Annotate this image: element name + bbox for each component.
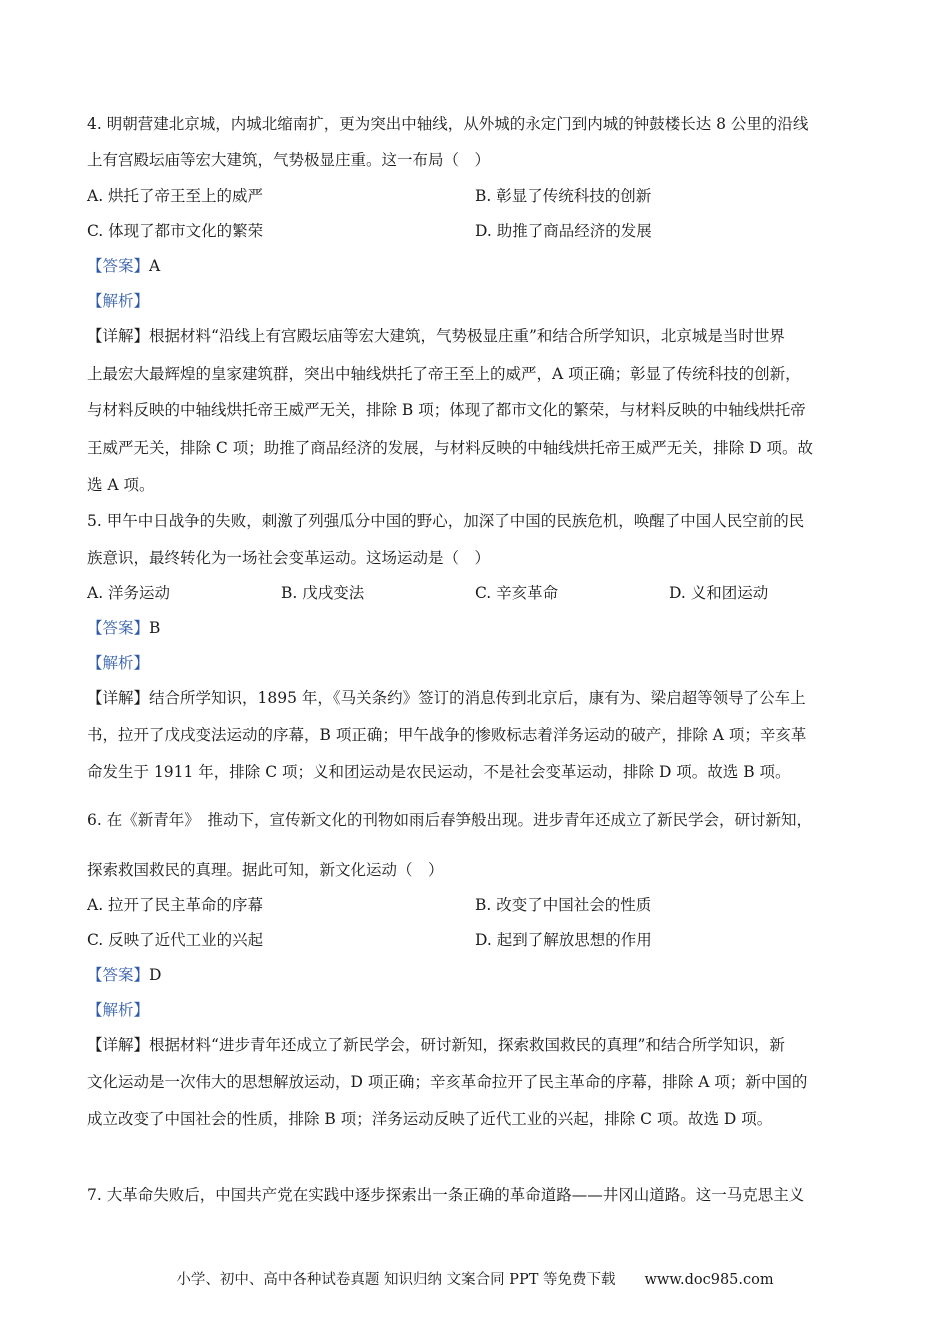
q6-option-c: C. 反映了近代工业的兴起 [87, 931, 264, 949]
q5-option-b: B. 戊戌变法 [281, 584, 365, 602]
q6-detail-line3: 成立改变了中国社会的性质，排除 B 项；洋务运动反映了近代工业的兴起，排除 C 项。故选 D 项。 [87, 1110, 773, 1128]
q4-detail-line5: 选 A 项。 [87, 476, 155, 494]
q5-answer-tag: 【答案】 [87, 619, 150, 637]
q6-detail-text1: 根据材料“进步青年还成立了新民学会，研讨新知，探索救国救民的真理”和结合所学知识，新 [149, 1036, 785, 1054]
q5-answer-value: B [149, 619, 161, 637]
q5-option-c: C. 辛亥革命 [475, 584, 559, 602]
q4-option-d: D. 助推了商品经济的发展 [475, 222, 652, 240]
q6-stem-line2: 探索救国救民的真理。据此可知，新文化运动（ ） [87, 861, 444, 879]
q5-answer [87, 618, 867, 638]
q4-detail-line4: 王威严无关，排除 C 项；助推了商品经济的发展，与材料反映的中轴线烘托帝王威严无关，排除 D 项。故 [87, 439, 813, 457]
q5-stem-line1: 5. 甲午中日战争的失败，刺激了列强瓜分中国的野心，加深了中国的民族危机，唤醒了中国人民空前的民 [87, 512, 805, 530]
q4-detail-line1 [87, 326, 867, 346]
q5-analysis-tag: 【解析】 [87, 654, 150, 672]
q5-stem-line2: 族意识，最终转化为一场社会变革运动。这场运动是（ ） [87, 549, 491, 567]
q6-option-b: B. 改变了中国社会的性质 [475, 896, 652, 914]
q5-detail-text1: 结合所学知识，1895 年，《马关条约》签订的消息传到北京后，康有为、梁启超等领导了公车上 [149, 689, 806, 707]
q6-detail-tag: 【详解】 [87, 1036, 150, 1054]
q6-detail-line1 [87, 1035, 867, 1055]
q4-stem-line1: 4. 明朝营建北京城，内城北缩南扩，更为突出中轴线，从外城的永定门到内城的钟鼓楼长达 8 公里的沿线 [87, 115, 809, 133]
q4-detail-tag: 【详解】 [87, 327, 150, 345]
q5-detail-tag: 【详解】 [87, 689, 150, 707]
q5-option-d: D. 义和团运动 [669, 584, 769, 602]
q4-answer [87, 256, 867, 276]
q4-option-a: A. 烘托了帝王至上的威严 [87, 187, 264, 205]
q6-option-a: A. 拉开了民主革命的序幕 [87, 896, 264, 914]
q6-answer-value: D [149, 966, 162, 984]
q4-answer-tag: 【答案】 [87, 257, 150, 275]
q4-detail-line2: 上最宏大最辉煌的皇家建筑群，突出中轴线烘托了帝王至上的威严，A 项正确；彰显了传统科技的创新， [87, 365, 801, 383]
q4-detail-line3: 与材料反映的中轴线烘托帝王威严无关，排除 B 项；体现了都市文化的繁荣，与材料反映的中轴线烘托帝 [87, 401, 806, 419]
q4-option-b: B. 彰显了传统科技的创新 [475, 187, 652, 205]
q6-option-d: D. 起到了解放思想的作用 [475, 931, 652, 949]
q5-detail-line1 [87, 688, 867, 708]
q6-detail-line2: 文化运动是一次伟大的思想解放运动，D 项正确；辛亥革命拉开了民主革命的序幕，排除 A 项；新中国的 [87, 1073, 808, 1091]
q7-stem-line1: 7. 大革命失败后，中国共产党在实践中逐步探索出一条正确的革命道路——井冈山道路。这一马克思主义 [87, 1186, 805, 1204]
q4-option-c: C. 体现了都市文化的繁荣 [87, 222, 264, 240]
q6-analysis-tag: 【解析】 [87, 1001, 150, 1019]
q6-answer-tag: 【答案】 [87, 966, 150, 984]
q5-detail-line2: 书，拉开了戊戌变法运动的序幕，B 项正确；甲午战争的惨败标志着洋务运动的破产，排除 A 项；辛亥革 [87, 726, 807, 744]
q4-answer-value: A [149, 257, 161, 275]
q5-option-a: A. 洋务运动 [87, 584, 171, 602]
q4-detail-text1: 根据材料“沿线上有宫殿坛庙等宏大建筑，气势极显庄重”和结合所学知识，北京城是当时世界 [149, 327, 785, 345]
q5-detail-line3: 命发生于 1911 年，排除 C 项；义和团运动是农民运动，不是社会变革运动，排除 D 项。故选 B 项。 [87, 763, 791, 781]
q4-analysis-tag: 【解析】 [87, 292, 150, 310]
q6-stem-line1: 6. 在《新青年》 推动下，宣传新文化的刊物如雨后春笋般出现。进步青年还成立了新民学会，研讨新知， [87, 811, 812, 829]
q6-answer [87, 965, 867, 985]
page-footer: 小学、初中、高中各种试卷真题 知识归纳 文案合同 PPT 等免费下载 www.doc985.com [176, 1272, 774, 1288]
q4-stem-line2: 上有宫殿坛庙等宏大建筑，气势极显庄重。这一布局（ ） [87, 151, 491, 169]
